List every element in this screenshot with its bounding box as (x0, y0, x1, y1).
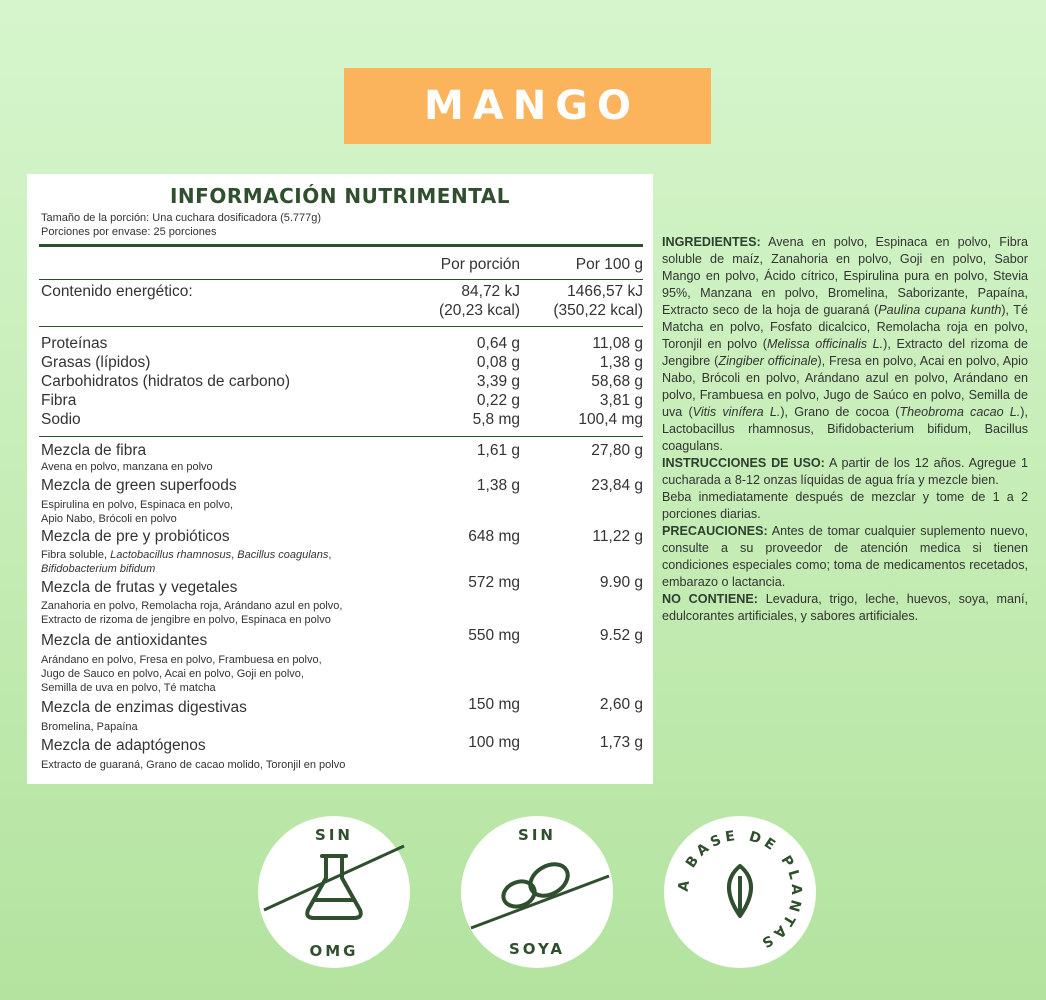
nutrient-per-100: 58,68 g (591, 373, 643, 390)
divider (39, 326, 643, 327)
blend-label: Mezcla de fibra (41, 442, 147, 459)
blend-per-100: 27,80 g (591, 442, 643, 459)
servings-per-container: Porciones por envase: 25 porciones (41, 226, 217, 238)
nutrient-label: Proteínas (41, 335, 108, 352)
badge-top-text: SIN (315, 826, 353, 844)
blend-ingredients: Semilla de uva en polvo, Té matcha (41, 682, 216, 694)
serving-size: Tamaño de la porción: Una cuchara dosificadora (5.777g) (41, 212, 322, 224)
blend-row (41, 528, 643, 548)
blend-ingredients: Apio Nabo, Brócoli en polvo (41, 513, 177, 525)
blend-ingredients: Bromelina, Papaína (41, 721, 138, 733)
blend-label: Mezcla de enzimas digestivas (41, 699, 247, 716)
badge-sin-omg (258, 816, 410, 968)
blend-per-100: 9.52 g (599, 627, 643, 644)
ingredients-text: ), Grano de cocoa ( (780, 405, 900, 419)
usage-paragraph-2: Beba inmediatamente después de mezclar y tome de 1 a 2 porciones diarias. (662, 490, 1028, 521)
blend-per-100: 11,22 g (592, 528, 643, 545)
divider (39, 279, 643, 280)
ingredients-text: ), Fresa en polvo, Acai en polvo, Apio Nabo, Brócoli en polvo, Arándano azul en polvo, Arándano en polvo, Frambuesa en polvo, Jugo de Saúco en polvo, Semilla de uva ( (662, 354, 1028, 419)
nutrient-per-100: 3,81 g (599, 392, 643, 409)
precautions-heading: PRECAUCIONES: (662, 524, 768, 538)
nutrient-row (41, 354, 643, 374)
divider-thick (39, 244, 643, 247)
nutrient-per-100: 1,38 g (599, 354, 643, 371)
ingredients-paragraph (662, 234, 1028, 455)
blend-ingredient-text: , (328, 549, 332, 561)
leaf-icon (729, 866, 751, 916)
badge-sin-soya (461, 816, 613, 968)
blend-row (41, 627, 643, 652)
column-headers (41, 256, 643, 276)
energy-row-kcal (41, 302, 643, 322)
ingredients-species: Paulina cupana kunth (878, 303, 1002, 317)
blend-per-serving: 150 mg (468, 696, 520, 713)
badge-top-text: SIN (518, 826, 556, 844)
ingredients-section (662, 234, 1028, 625)
usage-heading: INSTRUCCIONES DE USO: (662, 456, 825, 470)
nutrient-per-100: 100,4 mg (578, 411, 643, 428)
no-contains-text: Levadura, trigo, leche, huevos, soya, maní, edulcorantes artificiales, y sabores artificiales. (662, 592, 1028, 623)
blend-row (41, 442, 643, 462)
no-contains-heading: NO CONTIENE: (662, 592, 758, 606)
nutrient-row (41, 373, 643, 393)
blend-per-serving: 648 mg (468, 528, 520, 545)
ingredients-text: Avena en polvo, Espinaca en polvo, Fibra soluble de maíz, Zanahoria en polvo, Goji en polvo, Sabor Mango en polvo, Ácido cítrico, Espirulina pura en polvo, Stevia 95%, Manzana en polvo, Bromelina, Saborizante, Papaína, Extracto seco de la hoja de guaraná ( (662, 235, 1028, 317)
badge-circular-text-path: A BASE DE PLANTAS (675, 827, 805, 953)
blend-label: Mezcla de antioxidantes (41, 632, 208, 649)
blend-ingredients: Zanahoria en polvo, Remolacha roja, Arándano azul en polvo, (41, 600, 343, 612)
blend-ingredients (41, 549, 331, 563)
ingredients-heading: INGREDIENTES: (662, 235, 761, 249)
blend-per-serving: 1,61 g (476, 442, 520, 459)
blend-ingredients: Extracto de rizoma de jengibre en polvo, Espinaca en polvo (41, 614, 331, 626)
nutrient-row (41, 392, 643, 412)
badge-bottom-text: OMG (309, 942, 359, 960)
blend-per-serving: 572 mg (468, 574, 520, 591)
strike-line (471, 876, 609, 928)
blend-row (41, 696, 643, 719)
blend-row (41, 734, 643, 757)
blend-per-serving: 1,38 g (476, 477, 520, 494)
no-contains-paragraph (662, 591, 1028, 625)
blend-label: Mezcla de adaptógenos (41, 737, 206, 754)
blend-per-serving: 100 mg (468, 734, 520, 751)
blend-ingredients (41, 563, 155, 577)
blend-per-serving: 550 mg (468, 627, 520, 644)
ingredients-species: Zingiber officinale (718, 354, 818, 368)
nutrient-per-100: 11,08 g (592, 335, 643, 352)
blend-ingredient-species: Bacillus coagulans (237, 549, 329, 561)
nutrient-per-serving: 5,8 mg (472, 411, 520, 428)
blend-per-100: 2,60 g (599, 696, 643, 713)
blend-ingredients: Jugo de Sauco en polvo, Acai en polvo, Goji en polvo, (41, 668, 304, 680)
ingredients-species: Theobroma cacao L. (899, 405, 1021, 419)
nutrient-row (41, 335, 643, 355)
nutrient-label: Fibra (41, 392, 77, 409)
blend-ingredient-text: , (231, 549, 238, 561)
blend-label: Mezcla de green superfoods (41, 477, 237, 494)
energy-kj-100: 1466,57 kJ (567, 283, 643, 300)
blend-per-100: 23,84 g (591, 477, 643, 494)
usage-text: A partir de los 12 años. Agregue 1 cucharada a 8-12 onzas líquidas de agua fría y mezcle bien. (662, 456, 1029, 487)
nutrient-label: Grasas (lípidos) (41, 354, 151, 371)
ingredients-text: ), Té Matcha en polvo, Fosfato dicalcico, Remolacha roja en polvo, Toronjil en polvo ( (662, 303, 1028, 351)
ingredients-text: ), Lactobacillus rhamnosus, Bifidobacterium bifidum, Bacillus coagulans. (662, 405, 1028, 453)
usage-paragraph (662, 455, 1028, 489)
badge-bottom-text: SOYA (508, 940, 566, 958)
nutrient-per-serving: 0,64 g (476, 335, 520, 352)
precautions-paragraph (662, 523, 1028, 591)
blend-row (41, 477, 643, 497)
blend-ingredient-text: Fibra soluble, (41, 549, 111, 561)
blend-label: Mezcla de frutas y vegetales (41, 579, 238, 596)
product-title: MANGO (423, 83, 641, 129)
nutrient-label: Carbohidratos (hidratos de carbono) (41, 373, 290, 390)
badge-plant-based (664, 816, 816, 968)
divider (39, 436, 643, 437)
header-per-100g: Por 100 g (575, 256, 643, 273)
ingredients-species: Vitis vinífera L. (692, 405, 781, 419)
nutrient-per-serving: 0,22 g (476, 392, 520, 409)
blend-ingredient-species: Bifidobacterium bifidum (41, 563, 156, 575)
blend-row (41, 574, 643, 599)
blend-per-100: 9.90 g (599, 574, 643, 591)
nutrient-per-serving: 3,39 g (476, 373, 520, 390)
nutrient-label: Sodio (41, 411, 81, 428)
ingredients-text: ), Extracto del rizoma de Jengibre ( (662, 337, 1029, 368)
ingredients-species: Melissa officinalis L. (766, 337, 884, 351)
energy-label: Contenido energético: (41, 283, 193, 300)
blend-ingredients: Extracto de guaraná, Grano de cacao molido, Toronjil en polvo (41, 759, 346, 771)
nutrient-row (41, 411, 643, 431)
nutrition-facts-panel (27, 174, 653, 784)
blend-label: Mezcla de pre y probióticos (41, 528, 230, 545)
blend-ingredients: Arándano en polvo, Fresa en polvo, Frambuesa en polvo, (41, 654, 322, 666)
energy-kj-serving: 84,72 kJ (461, 283, 520, 300)
header-per-serving: Por porción (440, 256, 520, 273)
blend-per-100: 1,73 g (599, 734, 643, 751)
product-banner (344, 68, 711, 144)
blend-ingredient-species: Lactobacillus rhamnosus (110, 549, 232, 561)
energy-row-kj (41, 283, 643, 303)
precautions-text: Antes de tomar cualquier suplemento nuevo, consulte a su proveedor de atención medica si tienen condiciones especiales como; toma de medicamentos recetados, embarazo o lactancia. (662, 524, 1028, 589)
nutrient-per-serving: 0,08 g (476, 354, 520, 371)
energy-kcal-serving: (20,23 kcal) (439, 302, 520, 319)
blend-ingredients: Espirulina en polvo, Espinaca en polvo, (41, 499, 234, 511)
panel-title: INFORMACIÓN NUTRIMENTAL (169, 184, 511, 208)
energy-kcal-100: (350,22 kcal) (553, 302, 643, 319)
blend-ingredients: Avena en polvo, manzana en polvo (41, 461, 213, 473)
